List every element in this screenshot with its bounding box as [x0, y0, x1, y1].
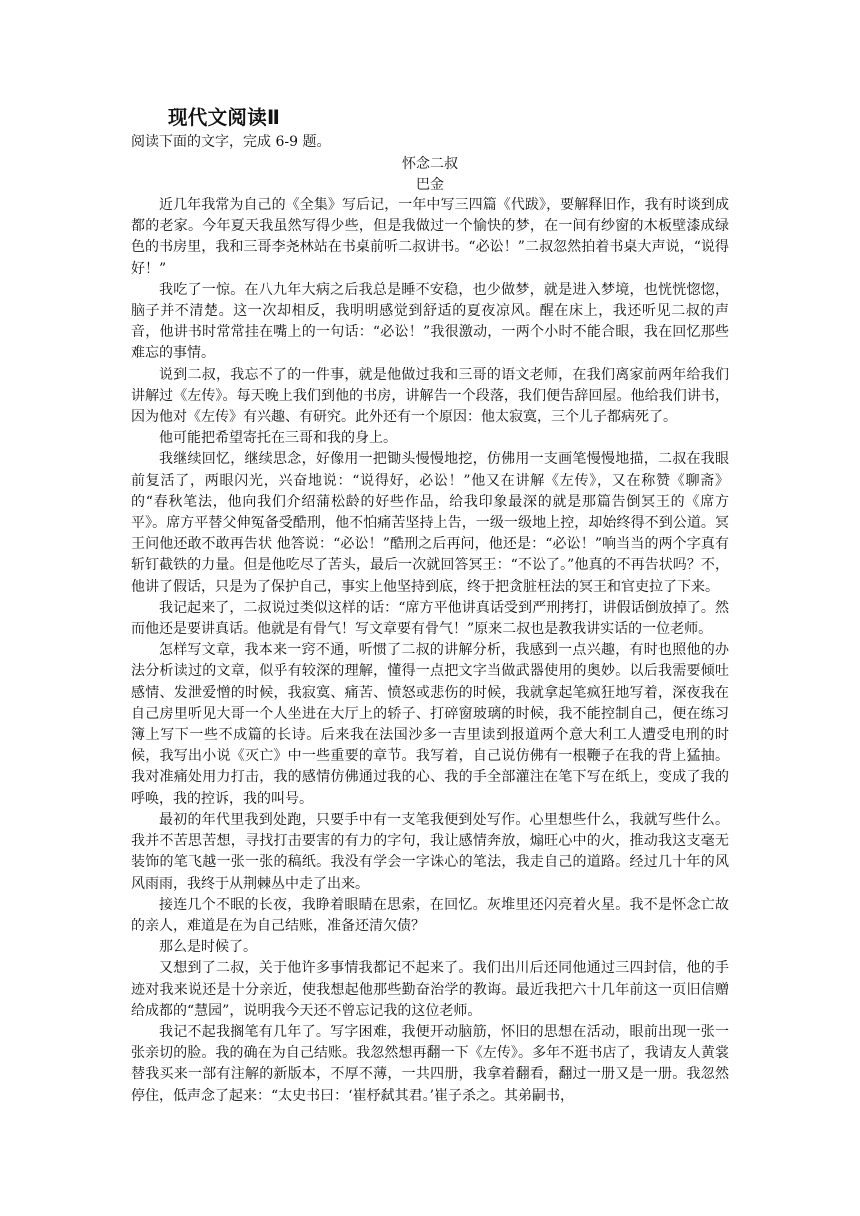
paragraph: 那么是时候了。	[159, 939, 257, 956]
reading-instruction: 阅读下面的文字，完成 6-9 题。	[131, 134, 331, 150]
paragraph: 近几年我常为自己的《全集》写后记，一年中写三四篇《代跋》，要解释旧作，我有时谈到成都的老家。今年夏天我虽然写得少些，但是我做过一个愉快的梦，在一间有纱窗的木板壁漆成绿色的书房里，我和三哥李尧林站在书桌前听二叔讲书。“必讼！”二叔忽然拍着书桌大声说，“说得好！”	[131, 197, 729, 277]
paragraph: 我记起来了，二叔说过类似这样的话：“席方平他讲真话受到严刑拷打，讲假话倒放掉了。然而他还是要讲真话。他就是有骨气！写文章要有骨气！”原来二叔也是教我讲实话的一位老师。	[131, 599, 729, 638]
paragraph: 我继续回忆，继续思念，好像用一把锄头慢慢地挖，仿佛用一支画笔慢慢地描，二叔在我眼前复活了，两眼闪光，兴奋地说：“说得好，必讼！”他又在讲解《左传》，又在称赞《聊斋》的“春秋笔法，他向我们介绍蒲松龄的好些作品，给我印象最深的就是那篇告倒冥王的《席方平》。席方平替父伸冤备受酷刑，他不怕痛苦坚持上告，一级一级地上控，却始终得不到公道。冥王问他还敢不敢再告状 他答说：“必讼！”酷刑之后再问，他还是：“必讼！”响当当的两个字真有斩钉截铁的力量。但是他吃尽了苦头，最后一次就回答冥王：“不讼了。”他真的不再告状吗？不，他讲了假话，只是为了保护自己，事实上他坚持到底，终于把贪脏枉法的冥王和官吏拉了下来。	[131, 451, 729, 595]
paragraph: 我记不起我搁笔有几年了。写字困难，我便开动脑筋，怀旧的思想在活动，眼前出现一张一张亲切的脸。我的确在为自己结账。我忽然想再翻一下《左传》。多年不逛书店了，我请友人黄裳替我买来一部有注解的新版本，不厚不薄，一共四册，我拿着翻看，翻过一册又是一册。我忽然停住，低声念了起来：“太史书曰：‘崔杼弑其君。’崔子杀之。其弟嗣书，	[131, 1023, 729, 1104]
section-title: 现代文阅读Ⅱ	[168, 106, 281, 129]
paragraph: 他可能把希望寄托在三哥和我的身上。	[159, 430, 397, 447]
paragraph: 接连几个不眠的长夜，我睁着眼睛在思索，在回忆。灰堆里还闪亮着火星。我不是怀念亡故的亲人，难道是在为自己结账，准备还清欠债？	[131, 896, 729, 934]
article-title: 怀念二叔	[402, 156, 458, 172]
article-author: 巴金	[416, 177, 444, 193]
paragraph: 最初的年代里我到处跑，只要手中有一支笔我便到处写作。心里想些什么，我就写些什么。我并不苦思苦想，寻找打击要害的有力的字句，我让感情奔放，煽旺心中的火，推动我这支毫无装饰的笔飞越一张一张的稿纸。我没有学会一字诛心的笔法，我走自己的道路。经过几十年的风风雨雨，我终于从荆棘丛中走了出来。	[131, 811, 729, 892]
paragraph: 怎样写文章，我本来一窍不通，听惯了二叔的讲解分析，我感到一点兴趣，有时也照他的办法分析读过的文章，似乎有较深的理解，懂得一点把文字当做武器使用的奥妙。以后我需要倾吐感情、发泄爱憎的时候，我寂寞、痛苦、愤怒或悲伤的时候，我就拿起笔疯狂地写着，深夜我在自己房里听见大哥一个人坐进在大厅上的轿子、打碎窗玻璃的时候，我不能控制自己，便在练习簿上写下一些不成篇的长诗。后来我在法国沙多一吉里读到报道两个意大利工人遭受电刑的时候，我写出小说《灭亡》中一些重要的章节。我写着，自己说仿佛有一根鞭子在我的背上猛抽。我对准痛处用力打击，我的感情仿佛通过我的心、我的手全部灌注在笔下写在纸上，变成了我的呼唤，我的控诉，我的叫号。	[131, 642, 729, 807]
paragraph: 说到二叔，我忘不了的一件事，就是他做过我和三哥的语文老师，在我们离家前两年给我们讲解过《左传》。每天晚上我们到他的书房，讲解告一个段落，我们便告辞回屋。他给我们讲书，因为他对《左传》有兴趣、有研究。此外还有一个原因：他太寂寞，三个儿子都病死了。	[131, 366, 729, 426]
article-body	[131, 195, 729, 1107]
paragraph: 我吃了一惊。在八九年大病之后我总是睡不安稳，也少做梦，就是进入梦境，也恍恍惚惚，脑子并不清楚。这一次却相反，我明明感觉到舒适的夏夜凉风。醒在床上，我还听见二叔的声音，他讲书时常常挂在嘴上的一句话：“必讼！”我很激动，一两个小时不能合眼，我在回忆那些难忘的事情。	[131, 281, 729, 362]
paragraph: 又想到了二叔，关于他许多事情我都记不起来了。我们出川后还同他通过三四封信，他的手迹对我来说还是十分亲近，使我想起他那些勤奋治学的教诲。最近我把六十几年前这一页旧信赠给成都的“慧园”，说明我今天还不曾忘记我的这位老师。	[131, 960, 729, 1019]
